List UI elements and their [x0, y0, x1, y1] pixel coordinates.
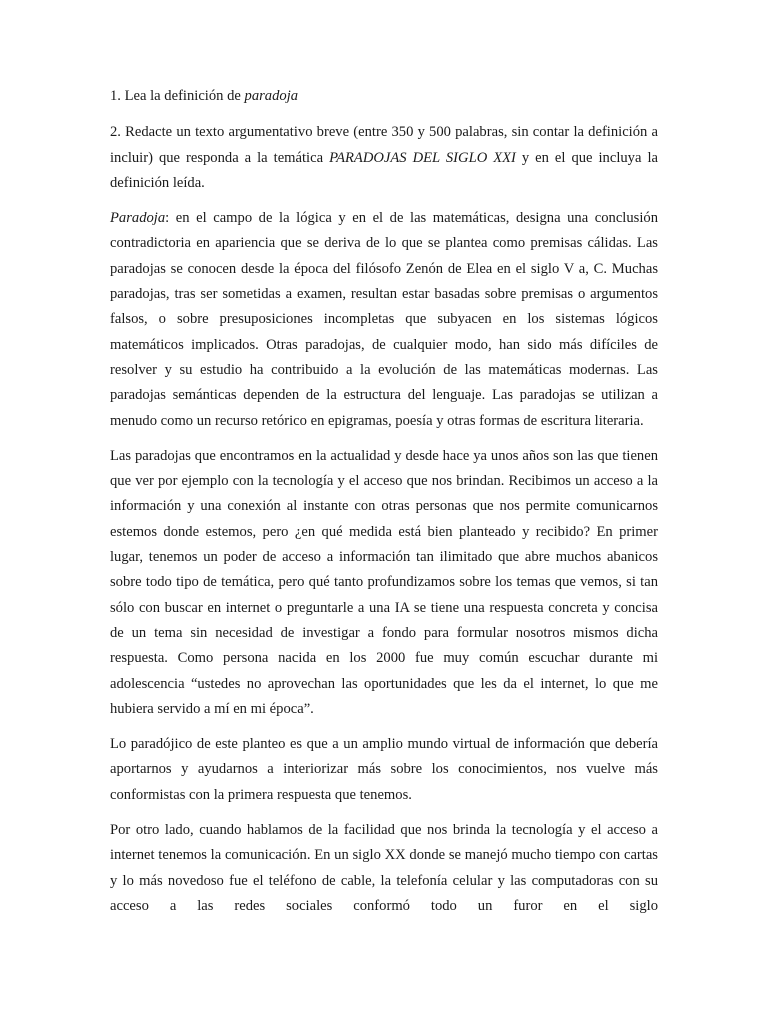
instruction-2-text: 2. Redacte un texto argumentativo breve (entre 350 y 500 palabras, sin contar la definición a incluir) que responda a la temática: [110, 124, 658, 166]
body-paragraph-3: Por otro lado, cuando hablamos de la facilidad que nos brinda la tecnología y el acceso a internet tenemos la comunicación. En un siglo XX donde se manejó mucho tiempo con cartas y lo más novedoso fue el teléfono de cable, la telefonía celular y las computadoras con su acceso a las redes sociales conformó todo un furor en el siglo: [110, 822, 658, 914]
instruction-1: [110, 84, 658, 109]
instruction-1-text: 1. Lea la definición de: [110, 88, 245, 104]
definition-paragraph: [110, 206, 658, 434]
instruction-1-term: paradoja: [244, 88, 299, 104]
instruction-2: [110, 120, 658, 196]
definition-text: : en el campo de la lógica y en el de las matemáticas, designa una conclusión contradictoria en apariencia que se deriva de lo que se plantea como premisas cálidas. Las paradojas se conocen desde la época del filósofo Zenón de Elea en el siglo V a, C. Muchas paradojas, tras ser sometidas a examen, resultan estar basadas sobre premisas o argumentos falsos, o sobre presuposiciones incompletas que subyacen en los sistemas lógicos matemáticos implicados. Otras paradojas, de cualquier modo, han sido más difíciles de resolver y su estudio ha contribuido a la evolución de las matemáticas modernas. Las paradojas semánticas dependen de la estructura del lenguaje. Las paradojas se utilizan a menudo como un recurso retórico en epigramas, poesía y otras formas de escritura literaria.: [110, 210, 658, 429]
body-paragraph-2: Lo paradójico de este planteo es que a un amplio mundo virtual de información que debería aportarnos y ayudarnos a interiorizar más sobre los conocimientos, nos vuelve más conformistas con la primera respuesta que tenemos.: [110, 736, 658, 803]
instruction-2-tail: y en el que incluya la definición leída.: [110, 149, 658, 191]
instruction-2-theme: PARADOJAS DEL SIGLO XXI: [329, 149, 516, 166]
body-paragraph-1: Las paradojas que encontramos en la actualidad y desde hace ya unos años son las que tienen que ver por ejemplo con la tecnología y el acceso que nos brindan. Recibimos un acceso a la información y una conexión al instante con otras personas que nos permite comunicarnos estemos donde estemos, pero ¿en qué medida está bien planteado y recibido? En primer lugar, tenemos un poder de acceso a información tan ilimitado que abre muchos abanicos sobre todo tipo de temática, pero qué tanto profundizamos sobre los temas que vemos, si tan sólo con buscar en internet o preguntarle a una IA se tiene una respuesta concreta y concisa de un tema sin necesidad de investigar a fondo para formular nosotros mismos dicha respuesta. Como persona nacida en los 2000 fue muy común escuchar durante mi adolescencia “ustedes no aprovechan las oportunidades que les da el internet, lo que me hubiera servido a mí en mi época”.: [110, 447, 658, 717]
definition-term: Paradoja: [110, 210, 166, 227]
